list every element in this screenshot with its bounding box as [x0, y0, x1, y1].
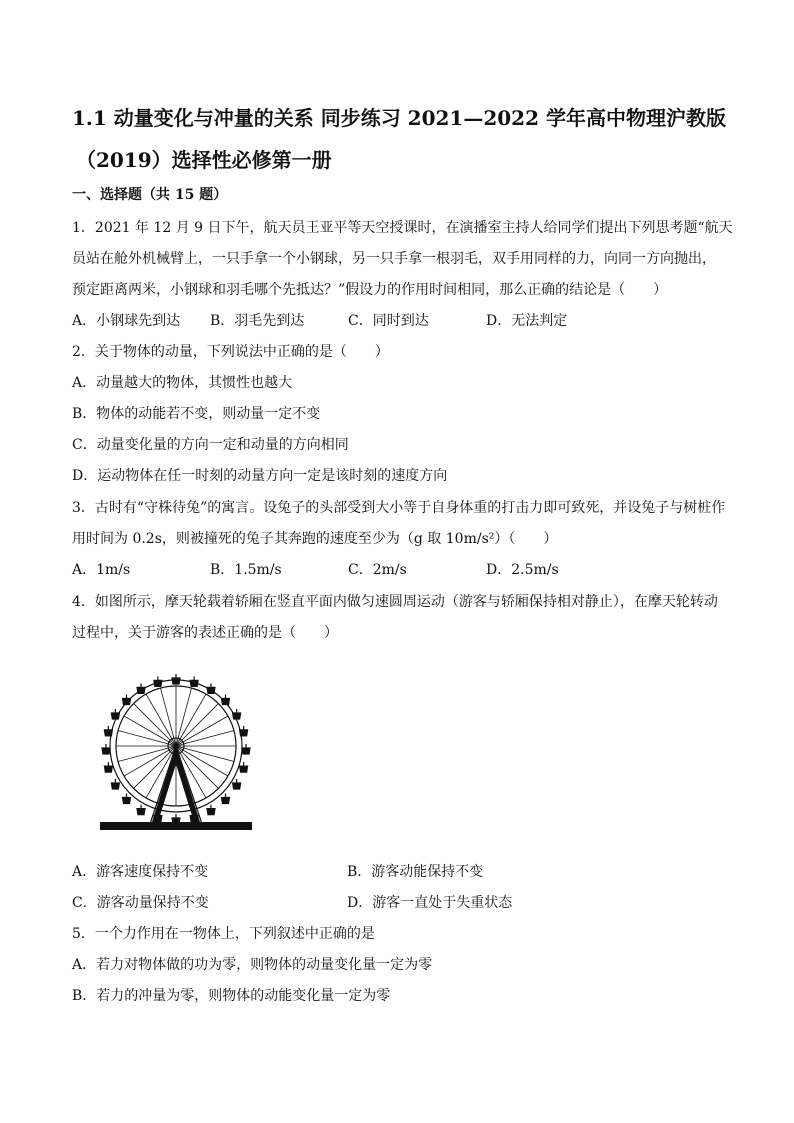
q4-option-d: D．游客一直处于失重状态: [347, 895, 513, 911]
ferris-wheel-icon: [92, 664, 260, 840]
q3-option-b: B．1.5m/s: [210, 562, 282, 578]
q1-option-b: B．羽毛先到达: [210, 313, 305, 329]
q4-option-c: C．游客动量保持不变: [72, 895, 209, 911]
q4-option-b: B．游客动能保持不变: [347, 864, 484, 880]
q3-option-d: D．2.5m/s: [486, 562, 559, 578]
q4-option-a: A．游客速度保持不变: [72, 864, 209, 880]
q3-option-c: C．2m/s: [348, 562, 407, 578]
q5-stem: 5．一个力作用在一物体上，下列叙述中正确的是: [72, 926, 375, 942]
q3-stem-line-1: 3．古时有“守株待兔”的寓言。设兔子的头部受到大小等于自身体重的打击力即可致死，并设兔子与树桩作: [72, 500, 726, 516]
document-title-line-1: 1.1 动量变化与冲量的关系 同步练习 2021—2022 学年高中物理沪教版: [72, 106, 726, 130]
q2-stem: 2．关于物体的动量，下列说法中正确的是（ ）: [72, 344, 389, 360]
q4-stem-line-2: 过程中，关于游客的表述正确的是（ ）: [72, 625, 338, 641]
q2-option-c: C．动量变化量的方向一定和动量的方向相同: [72, 437, 349, 453]
q3-stem-line-2: 用时间为 0.2s，则被撞死的兔子其奔跑的速度至少为（g 取 10m/s²）（ ）: [72, 531, 558, 547]
q1-stem-line-1: 1．2021 年 12 月 9 日下午，航天员王亚平等天空授课时，在演播室主持人给同学们提出下列思考题“航天: [72, 220, 733, 236]
q5-option-a: A．若力对物体做的功为零，则物体的动量变化量一定为零: [72, 957, 433, 973]
document-title-line-2: （2019）选择性必修第一册: [76, 148, 332, 172]
q3-option-a: A．1m/s: [72, 562, 131, 578]
q1-option-c: C．同时到达: [348, 313, 429, 329]
q1-stem-line-3: 预定距离两米，小钢球和羽毛哪个先抵达？”假设力的作用时间相同，那么正确的结论是（ ）: [72, 282, 668, 298]
q2-option-b: B．物体的动能若不变，则动量一定不变: [72, 406, 321, 422]
q4-stem-line-1: 4．如图所示，摩天轮载着轿厢在竖直平面内做匀速圆周运动（游客与轿厢保持相对静止），在摩天轮转动: [72, 594, 718, 610]
q1-option-d: D．无法判定: [486, 313, 568, 329]
q5-option-b: B．若力的冲量为零，则物体的动能变化量一定为零: [72, 988, 391, 1004]
section-heading: 一、选择题（共 15 题）: [72, 187, 228, 203]
q2-option-a: A．动量越大的物体，其惯性也越大: [72, 375, 293, 391]
q2-option-d: D．运动物体在任一时刻的动量方向一定是该时刻的速度方向: [72, 468, 448, 484]
q1-option-a: A．小钢球先到达: [72, 313, 181, 329]
q1-stem-line-2: 员站在舱外机械臂上，一只手拿一个小钢球，另一只手拿一根羽毛，双手用同样的力，向同一方向抛出，: [72, 251, 716, 267]
